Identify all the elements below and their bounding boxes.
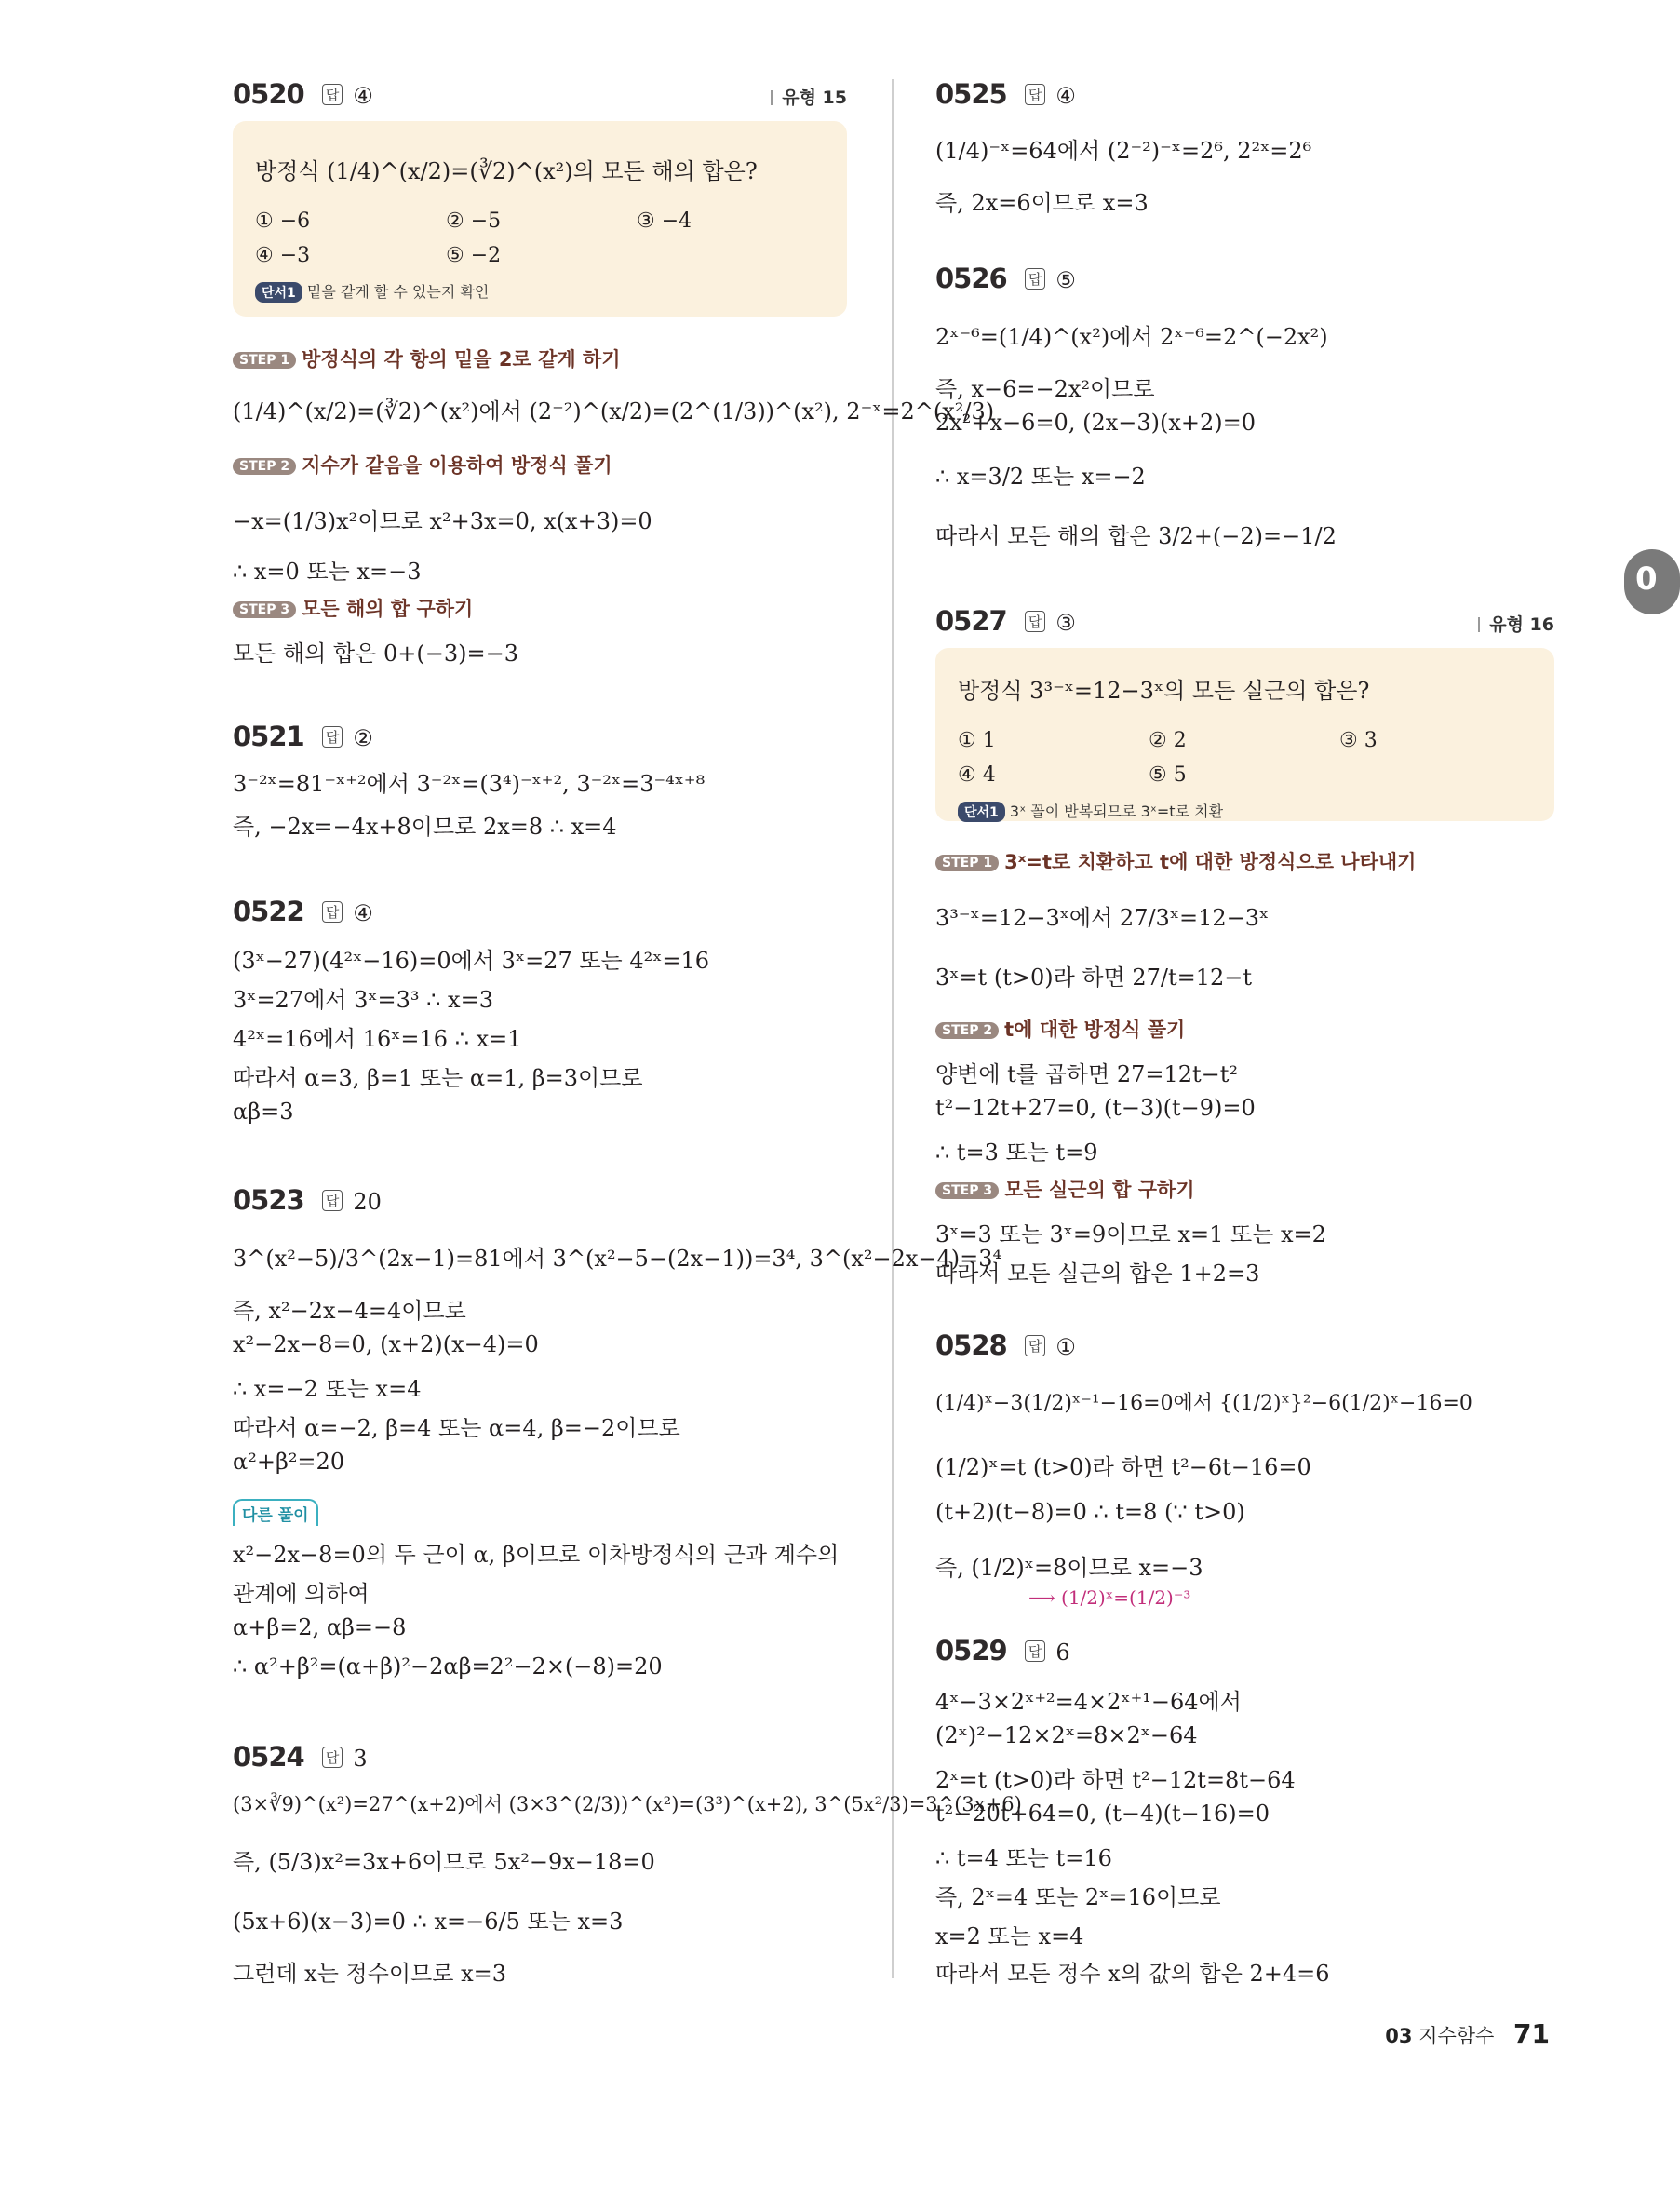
chapter-tab-label: 0 <box>1635 560 1658 598</box>
step-text: 모든 실근의 합 구하기 <box>1004 1179 1195 1201</box>
option: ② 2 <box>1149 729 1187 752</box>
answer-tag: 답 <box>1025 1640 1046 1662</box>
solution-line: 2x²+x−6=0, (2x−3)(x+2)=0 <box>935 410 1257 436</box>
answer-value: ④ <box>353 900 373 926</box>
solution-line: (1/4)^(x/2)=(∛2)^(x²)에서 (2⁻²)^(x/2)=(2^(1/3))^(x²), 2⁻ˣ=2^(x²/3) <box>233 398 995 425</box>
solution-line: ∴ t=3 또는 t=9 <box>935 1140 1098 1166</box>
problem-type: 유형 16 <box>1478 611 1554 636</box>
step-text: t에 대한 방정식 풀기 <box>1004 1019 1186 1041</box>
step-heading <box>233 594 473 622</box>
answer-tag: 답 <box>1025 611 1046 632</box>
options-list <box>255 209 825 267</box>
problem-0523-header <box>233 1184 847 1216</box>
answer-value: 3 <box>353 1746 368 1772</box>
answer-tag: 답 <box>1025 84 1046 105</box>
hint-badge: 단서1 <box>255 282 302 303</box>
problem-0526-header <box>935 263 1554 294</box>
solution-line: (2ˣ)²−12×2ˣ=8×2ˣ−64 <box>935 1722 1198 1748</box>
problem-0522-header <box>233 896 847 927</box>
solution-line: ∴ α²+β²=(α+β)²−2αβ=2²−2×(−8)=20 <box>233 1653 663 1680</box>
question-text: 방정식 3³⁻ˣ=12−3ˣ의 모든 실근의 합은? <box>958 678 1370 704</box>
option: ② −5 <box>446 209 502 233</box>
problem-type: 유형 15 <box>771 84 847 109</box>
answer-value: ① <box>1055 1334 1076 1360</box>
step-heading <box>935 1015 1185 1043</box>
solution-line: (1/4)⁻ˣ=64에서 (2⁻²)⁻ˣ=2⁶, 2²ˣ=2⁶ <box>935 138 1312 164</box>
chapter-number: 03 <box>1385 2025 1413 2047</box>
hint-row <box>958 800 1532 822</box>
solution-line: 즉, x−6=−2x²이므로 <box>935 376 1155 402</box>
solution-line: (5x+6)(x−3)=0 ∴ x=−6/5 또는 x=3 <box>233 1909 624 1935</box>
solution-line: x²−2x−8=0의 두 근이 α, β이므로 이차방정식의 근과 계수의 <box>233 1542 840 1568</box>
problem-number: 0527 <box>935 605 1007 637</box>
solution-line: 즉, (5/3)x²=3x+6이므로 5x²−9x−18=0 <box>233 1849 655 1875</box>
solution-line: x²−2x−8=0, (x+2)(x−4)=0 <box>233 1331 539 1357</box>
solution-line: 모든 해의 합은 0+(−3)=−3 <box>233 641 518 667</box>
question-box-0520 <box>233 121 847 317</box>
arrow-icon: ⟶ <box>1028 1586 1055 1609</box>
answer-value: ② <box>353 725 373 751</box>
solution-line: 즉, 2ˣ=4 또는 2ˣ=16이므로 <box>935 1884 1221 1910</box>
solution-line: α²+β²=20 <box>233 1449 345 1475</box>
option: ⑤ −2 <box>446 244 502 267</box>
solution-line: 즉, 2x=6이므로 x=3 <box>935 190 1149 216</box>
answer-tag: 답 <box>322 84 343 105</box>
answer-tag: 답 <box>322 726 343 748</box>
answer-value: 6 <box>1055 1639 1070 1666</box>
solution-line: 그런데 x는 정수이므로 x=3 <box>233 1961 506 1987</box>
solution-line: t²−12t+27=0, (t−3)(t−9)=0 <box>935 1095 1256 1121</box>
step-heading <box>935 1175 1195 1203</box>
hint-text: 밑을 같게 할 수 있는지 확인 <box>306 283 490 301</box>
solution-line: (t+2)(t−8)=0 ∴ t=8 (∵ t>0) <box>935 1499 1245 1525</box>
chapter-side-tab <box>1624 549 1680 614</box>
answer-value: 20 <box>353 1189 382 1215</box>
question-box-0527 <box>935 648 1554 821</box>
answer-tag: 답 <box>322 1190 343 1211</box>
option: ⑤ 5 <box>1149 763 1187 787</box>
step-text: 방정식의 각 항의 밑을 2로 같게 하기 <box>302 348 621 371</box>
solution-line: (3×∛9)^(x²)=27^(x+2)에서 (3×3^(2/3))^(x²)=(3³)^(x+2), 3^(5x²/3)=3^(3x+6) <box>233 1793 1022 1815</box>
step-heading <box>233 344 621 372</box>
solution-line: αβ=3 <box>233 1099 294 1125</box>
solution-line: 즉, −2x=−4x+8이므로 2x=8 ∴ x=4 <box>233 814 617 840</box>
problem-number: 0528 <box>935 1329 1007 1361</box>
column-divider <box>892 79 894 1978</box>
problem-0528-header <box>935 1329 1554 1361</box>
solution-line: α+β=2, αβ=−8 <box>233 1614 407 1640</box>
hint-text: 3ˣ 꼴이 반복되므로 3ˣ=t로 치환 <box>1009 803 1224 820</box>
solution-line: 3ˣ=3 또는 3ˣ=9이므로 x=1 또는 x=2 <box>935 1221 1326 1248</box>
chapter-title: 지수함수 <box>1418 2025 1495 2047</box>
problem-0524-header <box>233 1741 847 1773</box>
step-heading <box>935 847 1416 875</box>
options-list <box>958 729 1532 787</box>
solution-line: 3⁻²ˣ=81⁻ˣ⁺²에서 3⁻²ˣ=(3⁴)⁻ˣ⁺², 3⁻²ˣ=3⁻⁴ˣ⁺⁸ <box>233 771 706 797</box>
problem-0525-header <box>935 78 1554 110</box>
answer-tag: 답 <box>322 901 343 923</box>
problem-0521-header <box>233 721 847 752</box>
answer-value: ④ <box>1055 83 1076 109</box>
problem-number: 0523 <box>233 1184 304 1216</box>
question-text: 방정식 (1/4)^(x/2)=(∛2)^(x²)의 모든 해의 합은? <box>255 158 758 184</box>
option: ③ 3 <box>1339 729 1378 752</box>
solution-line: t²−20t+64=0, (t−4)(t−16)=0 <box>935 1801 1270 1827</box>
step-badge: STEP 1 <box>233 352 296 369</box>
annotation-arrow-note <box>1028 1586 1190 1609</box>
page-number: 71 <box>1513 2018 1550 2049</box>
alternative-solution-label: 다른 풀이 <box>233 1499 318 1526</box>
problem-number: 0522 <box>233 896 304 927</box>
solution-line: 따라서 α=3, β=1 또는 α=1, β=3이므로 <box>233 1065 643 1091</box>
solution-line: 양변에 t를 곱하면 27=12t−t² <box>935 1061 1239 1087</box>
problem-number: 0529 <box>935 1635 1007 1666</box>
solution-line: 3ˣ=t (t>0)라 하면 27/t=12−t <box>935 965 1253 991</box>
option: ④ −3 <box>255 244 311 267</box>
step-text: 지수가 같음을 이용하여 방정식 풀기 <box>302 454 612 477</box>
solution-line: 즉, x²−2x−4=4이므로 <box>233 1298 466 1324</box>
page-footer <box>1385 2018 1550 2049</box>
problem-0520-header <box>233 78 847 110</box>
answer-value: ⑤ <box>1055 267 1076 293</box>
option: ① −6 <box>255 209 311 233</box>
problem-number: 0524 <box>233 1741 304 1773</box>
solution-line: 4ˣ−3×2ˣ⁺²=4×2ˣ⁺¹−64에서 <box>935 1689 1242 1715</box>
solution-line: (1/4)ˣ−3(1/2)ˣ⁻¹−16=0에서 {(1/2)ˣ}²−6(1/2)ˣ−16=0 <box>935 1392 1472 1415</box>
solution-line: 따라서 모든 실근의 합은 1+2=3 <box>935 1261 1260 1287</box>
solution-line: ∴ t=4 또는 t=16 <box>935 1845 1112 1871</box>
answer-value: ④ <box>353 83 373 109</box>
step-badge: STEP 1 <box>935 855 999 871</box>
solution-line: 따라서 모든 해의 합은 3/2+(−2)=−1/2 <box>935 523 1337 549</box>
hint-row <box>255 280 825 303</box>
solution-line: −x=(1/3)x²이므로 x²+3x=0, x(x+3)=0 <box>233 508 652 534</box>
problem-number: 0526 <box>935 263 1007 294</box>
option: ③ −4 <box>637 209 692 233</box>
solution-line: 2ˣ⁻⁶=(1/4)^(x²)에서 2ˣ⁻⁶=2^(−2x²) <box>935 324 1328 350</box>
option: ④ 4 <box>958 763 996 787</box>
problem-number: 0521 <box>233 721 304 752</box>
solution-line: ∴ x=3/2 또는 x=−2 <box>935 464 1146 490</box>
problem-number: 0525 <box>935 78 1007 110</box>
solution-line: ∴ x=−2 또는 x=4 <box>233 1376 422 1402</box>
answer-tag: 답 <box>322 1747 343 1768</box>
step-badge: STEP 2 <box>233 458 296 475</box>
answer-tag: 답 <box>1025 1335 1046 1356</box>
annotation-text: (1/2)ˣ=(1/2)⁻³ <box>1061 1586 1191 1609</box>
step-text: 모든 해의 합 구하기 <box>302 598 474 620</box>
solution-line: ∴ x=0 또는 x=−3 <box>233 559 422 585</box>
solution-line: 2ˣ=t (t>0)라 하면 t²−12t=8t−64 <box>935 1767 1296 1793</box>
solution-line: 따라서 α=−2, β=4 또는 α=4, β=−2이므로 <box>233 1415 680 1441</box>
step-badge: STEP 3 <box>935 1182 999 1199</box>
solution-line: 3^(x²−5)/3^(2x−1)=81에서 3^(x²−5−(2x−1))=3⁴, 3^(x²−2x−4)=3⁴ <box>233 1246 1002 1272</box>
option: ① 1 <box>958 729 996 752</box>
problem-0527-header <box>935 605 1554 637</box>
solution-line: 4²ˣ=16에서 16ˣ=16 ∴ x=1 <box>233 1026 522 1052</box>
step-text: 3ˣ=t로 치환하고 t에 대한 방정식으로 나타내기 <box>1004 851 1417 873</box>
step-badge: STEP 3 <box>233 601 296 618</box>
solution-line: x=2 또는 x=4 <box>935 1923 1084 1949</box>
answer-tag: 답 <box>1025 268 1046 290</box>
solution-line: 관계에 의하여 <box>233 1581 370 1607</box>
hint-badge: 단서1 <box>958 802 1005 822</box>
solution-line: (1/2)ˣ=t (t>0)라 하면 t²−6t−16=0 <box>935 1454 1311 1480</box>
problem-0529-header <box>935 1635 1554 1666</box>
solution-line: 3³⁻ˣ=12−3ˣ에서 27/3ˣ=12−3ˣ <box>935 905 1270 931</box>
solution-line: (3ˣ−27)(4²ˣ−16)=0에서 3ˣ=27 또는 4²ˣ=16 <box>233 948 710 974</box>
step-badge: STEP 2 <box>935 1022 999 1039</box>
answer-value: ③ <box>1055 610 1076 636</box>
solution-line: 따라서 모든 정수 x의 값의 합은 2+4=6 <box>935 1961 1330 1987</box>
solution-line: 3ˣ=27에서 3ˣ=3³ ∴ x=3 <box>233 987 493 1013</box>
solution-line: 즉, (1/2)ˣ=8이므로 x=−3 <box>935 1555 1203 1581</box>
step-heading <box>233 451 612 479</box>
problem-number: 0520 <box>233 78 304 110</box>
